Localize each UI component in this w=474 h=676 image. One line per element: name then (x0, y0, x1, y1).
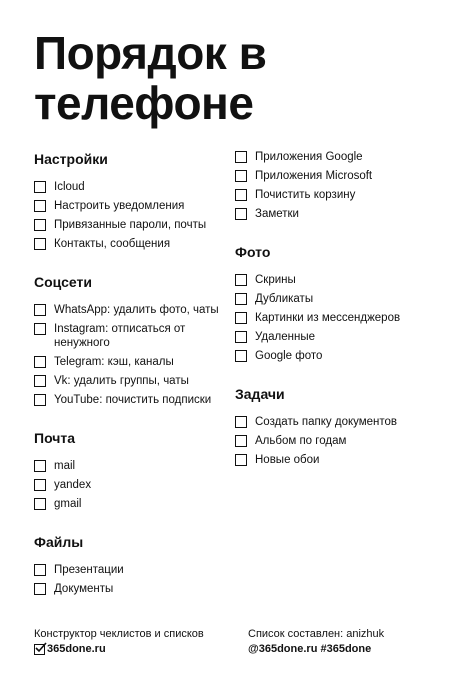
checkbox[interactable] (235, 416, 247, 428)
checklist-item[interactable] (235, 311, 460, 325)
checklist-item-label: yandex (54, 479, 92, 491)
checklist-item-label: Привязанные пароли, почты (54, 219, 207, 231)
left-column (34, 150, 234, 618)
checklist-item[interactable] (235, 207, 460, 221)
section-title: Фото (235, 244, 271, 260)
checkbox[interactable] (235, 312, 247, 324)
right-section (235, 150, 460, 221)
checkbox[interactable] (34, 219, 46, 231)
checkbox[interactable] (235, 170, 247, 182)
footer-constructor-text: Конструктор чеклистов и списков (34, 628, 204, 640)
checklist-item[interactable] (34, 180, 234, 194)
checklist-item[interactable] (34, 393, 234, 407)
checklist-item[interactable] (34, 237, 234, 251)
checklist-item[interactable] (34, 497, 234, 511)
footer-site-link[interactable]: 365done.ru (47, 643, 106, 655)
checklist-item-label: Icloud (54, 181, 85, 193)
footer-site (34, 642, 244, 657)
checklist-item-label: Документы (54, 583, 114, 595)
checklist-item-label: mail (54, 460, 76, 472)
checkbox[interactable] (34, 323, 46, 335)
left-section (34, 273, 234, 407)
footer-left (34, 627, 244, 657)
checklist-item[interactable] (34, 478, 234, 492)
checkbox[interactable] (235, 293, 247, 305)
checklist-item-label: Картинки из мессенджеров (255, 312, 401, 324)
checklist-item[interactable] (34, 355, 234, 369)
checkbox[interactable] (235, 454, 247, 466)
footer-handles: @365done.ru #365done (248, 643, 372, 655)
checklist-item[interactable] (235, 150, 460, 164)
checklist-item-label: Приложения Microsoft (255, 170, 373, 182)
checkbox[interactable] (34, 460, 46, 472)
checkbox[interactable] (34, 181, 46, 193)
checkbox[interactable] (34, 498, 46, 510)
left-section (34, 150, 234, 251)
checklist-item[interactable] (235, 273, 460, 287)
page-title (34, 28, 444, 128)
checklist-item-label: Приложения Google (255, 151, 363, 163)
checklist-item[interactable] (34, 303, 234, 317)
checklist-item-label: Удаленные (255, 331, 315, 343)
right-section (235, 243, 460, 363)
checklist-item[interactable] (235, 169, 460, 183)
checklist-item-label: Альбом по годам (255, 435, 347, 447)
checklist-item-label: Почистить корзину (255, 189, 356, 201)
checklist-item[interactable] (235, 292, 460, 306)
section-title: Файлы (34, 534, 84, 550)
checklist-item-label: WhatsApp: удалить фото, чаты (54, 304, 219, 316)
checklist-item[interactable] (235, 415, 460, 429)
checklist-item[interactable] (34, 459, 234, 473)
checkbox[interactable] (235, 350, 247, 362)
checklist-item-label: Новые обои (255, 454, 320, 466)
checkbox[interactable] (235, 274, 247, 286)
checklist-item-label: Презентации (54, 564, 124, 576)
right-column (235, 150, 460, 489)
checklist-item[interactable] (34, 374, 234, 388)
checklist-item-label: Telegram: кэш, каналы (54, 356, 174, 368)
left-section (34, 533, 234, 596)
right-section (235, 385, 460, 467)
checkbox[interactable] (34, 479, 46, 491)
page-title-line-2: телефоне (34, 77, 254, 129)
section-title: Соцсети (34, 274, 92, 290)
checkbox[interactable] (34, 200, 46, 212)
checklist-item-label: Instagram: отписаться от ненужного (54, 323, 186, 349)
checklist-item-label: Контакты, сообщения (54, 238, 171, 250)
checklist-item[interactable] (235, 330, 460, 344)
checklist-item-label: Google фото (255, 350, 323, 362)
checklist-item-label: gmail (54, 498, 82, 510)
footer-right (248, 627, 458, 657)
left-section (34, 429, 234, 511)
checkbox-check-icon (34, 644, 45, 655)
checkbox[interactable] (235, 208, 247, 220)
section-title: Настройки (34, 151, 108, 167)
checklist-item-label: YouTube: почистить подписки (54, 394, 212, 406)
checklist-item[interactable] (235, 434, 460, 448)
checklist-item[interactable] (34, 199, 234, 213)
checklist-item-label: Vk: удалить группы, чаты (54, 375, 189, 387)
checklist-item-label: Настроить уведомления (54, 200, 185, 212)
checkbox[interactable] (235, 435, 247, 447)
checkbox[interactable] (34, 356, 46, 368)
checklist-item[interactable] (235, 453, 460, 467)
checkbox[interactable] (34, 238, 46, 250)
checklist-item[interactable] (34, 582, 234, 596)
checkbox[interactable] (34, 304, 46, 316)
checklist-item[interactable] (34, 322, 234, 350)
checkbox[interactable] (34, 583, 46, 595)
checklist-item-label: Заметки (255, 208, 299, 220)
checkbox[interactable] (34, 375, 46, 387)
checklist-item[interactable] (34, 563, 234, 577)
section-title: Задачи (235, 386, 285, 402)
checklist-item-label: Скрины (255, 274, 296, 286)
checkbox[interactable] (235, 189, 247, 201)
section-title: Почта (34, 430, 76, 446)
page-title-line-1: Порядок в (34, 27, 267, 79)
checklist-item[interactable] (235, 349, 460, 363)
checklist-item[interactable] (235, 188, 460, 202)
checkbox[interactable] (34, 394, 46, 406)
checklist-item-label: Создать папку документов (255, 416, 398, 428)
checklist-item-label: Дубликаты (255, 293, 314, 305)
checkbox[interactable] (34, 564, 46, 576)
checkbox[interactable] (235, 151, 247, 163)
checkbox[interactable] (235, 331, 247, 343)
checklist-item[interactable] (34, 218, 234, 232)
footer-author: Список составлен: anizhuk (248, 628, 385, 640)
